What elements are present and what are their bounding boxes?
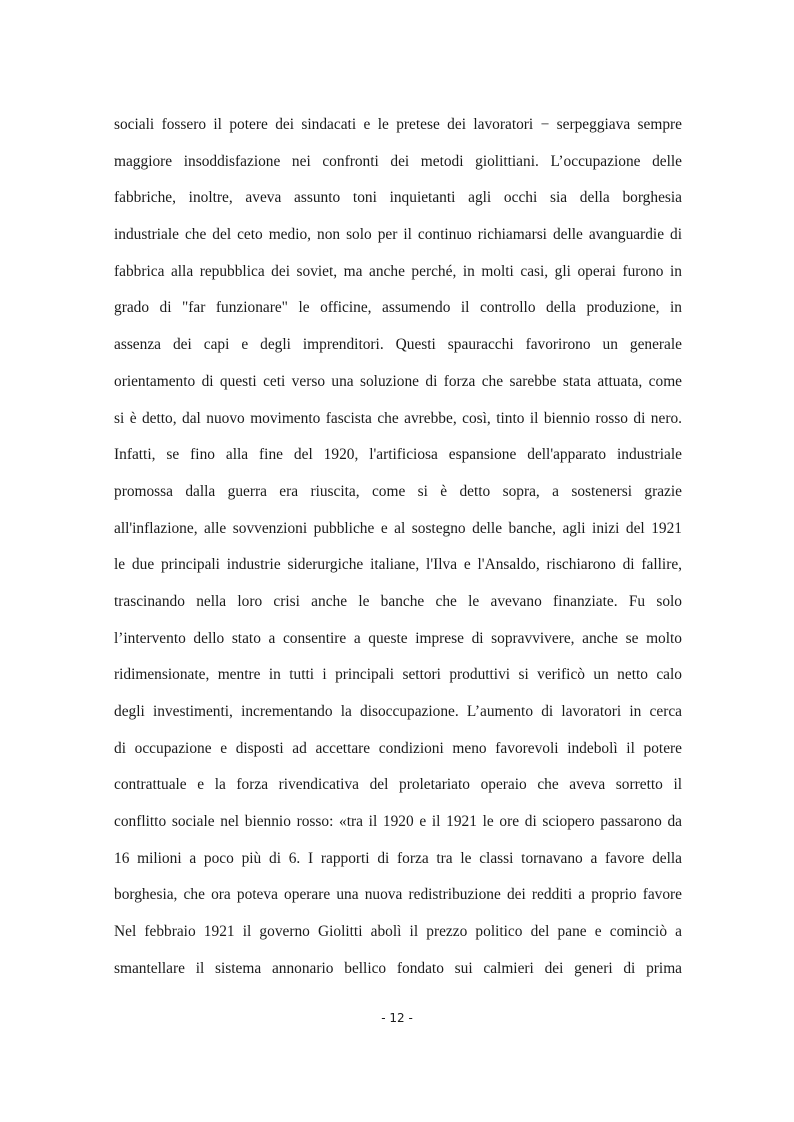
- text-line: promossa dalla guerra era riuscita, come si è detto sopra, a sostenersi grazie: [114, 482, 682, 500]
- body-paragraph: [114, 107, 682, 988]
- text-line: orientamento di questi ceti verso una soluzione di forza che sarebbe stata attuata, come: [114, 372, 682, 390]
- text-line: all'inflazione, alle sovvenzioni pubbliche e al sostegno delle banche, agli inizi del 1921: [114, 519, 682, 537]
- text-line: grado di "far funzionare" le officine, assumendo il controllo della produzione, in: [114, 299, 682, 317]
- text-line: degli investimenti, incrementando la disoccupazione. L’aumento di lavoratori in cerca: [114, 703, 682, 720]
- text-line: borghesia, che ora poteva operare una nuova redistribuzione dei redditi a proprio favore: [114, 886, 682, 904]
- text-line: conflitto sociale nel biennio rosso: «tra il 1920 e il 1921 le ore di sciopero passarono da: [114, 813, 682, 831]
- text-line: fabbriche, inoltre, aveva assunto toni inquietanti agli occhi sia della borghesia: [114, 189, 682, 207]
- text-line: smantellare il sistema annonario bellico fondato sui calmieri dei generi di prima: [114, 959, 682, 977]
- text-line: si è detto, dal nuovo movimento fascista che avrebbe, così, tinto il biennio rosso di nero.: [114, 409, 682, 427]
- text-line: 16 milioni a poco più di 6. I rapporti di forza tra le classi tornavano a favore della: [114, 849, 682, 867]
- text-line: industriale che del ceto medio, non solo per il continuo richiamarsi delle avanguardie di: [114, 226, 682, 244]
- text-line: l’intervento dello stato a consentire a queste imprese di sopravvivere, anche se molto: [114, 629, 682, 647]
- text-line: sociali fossero il potere dei sindacati e le pretese dei lavoratori − serpeggiava sempre: [114, 116, 682, 133]
- text-line: trascinando nella loro crisi anche le banche che le avevano finanziate. Fu solo: [114, 592, 682, 610]
- text-line: maggiore insoddisfazione nei confronti dei metodi giolittiani. L’occupazione delle: [114, 152, 682, 170]
- text-line: fabbrica alla repubblica dei soviet, ma anche perché, in molti casi, gli operai furono in: [114, 262, 682, 280]
- text-line: contrattuale e la forza rivendicativa del proletariato operaio che aveva sorretto il: [114, 776, 682, 794]
- text-line: Infatti, se fino alla fine del 1920, l'artificiosa espansione dell'apparato industriale: [114, 446, 682, 464]
- text-line: assenza dei capi e degli imprenditori. Questi spauracchi favorirono un generale: [114, 336, 682, 354]
- text-line: di occupazione e disposti ad accettare condizioni meno favorevoli indebolì il potere: [114, 739, 682, 757]
- text-line: le due principali industrie siderurgiche italiane, l'Ilva e l'Ansaldo, rischiarono di fallire,: [114, 556, 682, 574]
- text-line: ridimensionate, mentre in tutti i principali settori produttivi si verificò un netto calo: [114, 666, 682, 684]
- page-number: - 12 -: [381, 1011, 413, 1025]
- text-line: Nel febbraio 1921 il governo Giolitti abolì il prezzo politico del pane e cominciò a: [114, 923, 682, 941]
